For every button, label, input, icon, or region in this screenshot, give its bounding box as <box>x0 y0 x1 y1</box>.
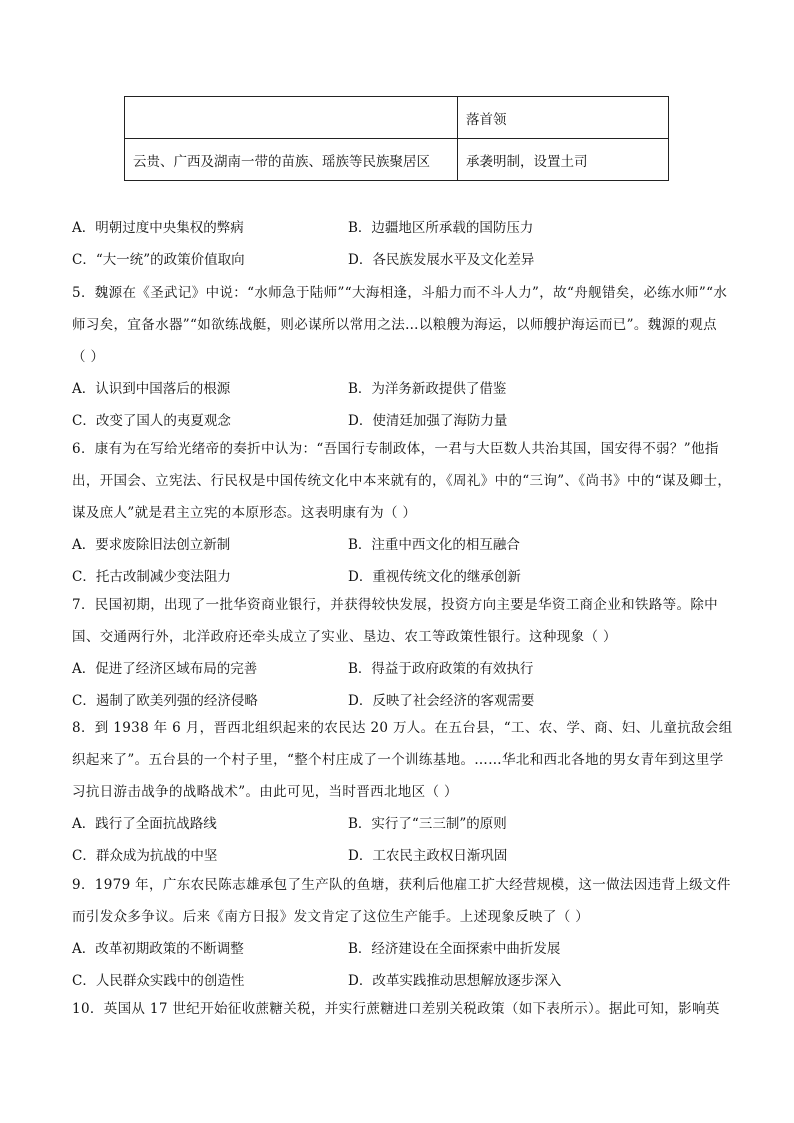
stem-line: 师习矣，宜备水器”“如欲练战艇，则必谋所以常用之法…以粮艘为海运，以师艘护海运而已”。魏源的观点 <box>72 317 718 333</box>
option-row <box>72 840 724 872</box>
option-b[interactable]: B．实行了“三三制”的原则 <box>348 816 507 832</box>
stem-line: 织起来了”。五台县的一个村子里，“整个村庄成了一个训练基地。……华北和西北各地的男女青年到这里学 <box>72 752 724 768</box>
option-row <box>72 373 724 405</box>
stem-line: 9．1979 年，广东农民陈志雄承包了生产队的鱼塘，获利后他雇工扩大经营规模，这一做法因违背上级文件 <box>72 877 731 893</box>
stem-line: 谋及庶人”就是君主立宪的本原形态。这表明康有为（ ） <box>72 505 417 521</box>
stem-line: 8．到 1938 年 6 月，晋西北组织起来的农民达 20 万人。在五台县，“工、农、学、商、妇、儿童抗敌会组 <box>72 720 733 736</box>
option-row <box>72 212 724 244</box>
option-a[interactable]: A．践行了全面抗战路线 <box>72 816 217 832</box>
option-c[interactable]: C．群众成为抗战的中坚 <box>72 848 218 864</box>
table-cell: 落首领 <box>458 97 669 139</box>
question-7 <box>72 589 724 717</box>
question-8 <box>72 712 733 872</box>
option-c[interactable]: C．托古改制减少变法阻力 <box>72 569 231 585</box>
policy-table <box>124 96 669 181</box>
option-b[interactable]: B．为洋务新政提供了借鉴 <box>348 381 507 397</box>
option-a[interactable]: A．要求废除旧法创立新制 <box>72 537 231 553</box>
question-6 <box>72 433 732 593</box>
question-stem <box>72 869 731 933</box>
option-row <box>72 808 724 840</box>
stem-line: 习抗日游击战争的战略战术”。由此可见，当时晋西北地区（ ） <box>72 784 458 800</box>
table-cell: 承袭明制，设置土司 <box>458 139 669 181</box>
option-c[interactable]: C．“大一统”的政策价值取向 <box>72 252 245 268</box>
option-b[interactable]: B．得益于政府政策的有效执行 <box>348 661 534 677</box>
option-d[interactable]: D．工农民主政权日渐巩固 <box>348 848 508 864</box>
table-row <box>125 97 669 139</box>
table-cell: 云贵、广西及湖南一带的苗族、瑶族等民族聚居区 <box>125 139 458 181</box>
option-a[interactable]: A．认识到中国落后的根源 <box>72 381 231 397</box>
question-10 <box>72 993 724 1025</box>
question-9 <box>72 869 731 997</box>
option-c[interactable]: C．人民群众实践中的创造性 <box>72 973 245 989</box>
option-d[interactable]: D．重视传统文化的继承创新 <box>348 569 521 585</box>
option-row <box>72 933 724 965</box>
stem-line: 国、交通两行外，北洋政府还牵头成立了实业、垦边、农工等政策性银行。这种现象（ ） <box>72 629 617 645</box>
option-row <box>72 244 724 276</box>
option-d[interactable]: D．各民族发展水平及文化差异 <box>348 252 535 268</box>
option-b[interactable]: B．注重中西文化的相互融合 <box>348 537 520 553</box>
stem-line: 6．康有为在写给光绪帝的奏折中认为：“吾国行专制政体，一君与大臣数人共治其国，国安得不弱？”他指 <box>72 441 719 457</box>
question-stem <box>72 993 724 1025</box>
option-a[interactable]: A．明朝过度中央集权的弊病 <box>72 220 244 236</box>
stem-line: 出，开国会、立宪法、行民权是中国传统文化中本来就有的，《周礼》中的“三询”、《尚书》中的“谋及卿士， <box>72 473 732 489</box>
question-4-options <box>72 212 724 276</box>
option-a[interactable]: A．促进了经济区域布局的完善 <box>72 661 258 677</box>
stem-line: 5．魏源在《圣武记》中说：“水师急于陆师”“大海相逢，斗船力而不斗人力”，故“舟舰错矣，必练水师”“水 <box>72 285 728 301</box>
table-row <box>125 139 669 181</box>
option-b[interactable]: B．边疆地区所承载的国防压力 <box>348 220 534 236</box>
option-c[interactable]: C．改变了国人的夷夏观念 <box>72 413 231 429</box>
question-stem <box>72 433 732 529</box>
option-a[interactable]: A．改革初期政策的不断调整 <box>72 941 244 957</box>
stem-line: 7．民国初期，出现了一批华资商业银行，并获得较快发展，投资方向主要是华资工商企业和铁路等。除中 <box>72 597 719 613</box>
table-cell <box>125 97 458 139</box>
option-d[interactable]: D．使清廷加强了海防力量 <box>348 413 508 429</box>
stem-line: 而引发众多争议。后来《南方日报》发文肯定了这位生产能手。上述现象反映了（ ） <box>72 909 590 925</box>
option-d[interactable]: D．反映了社会经济的客观需要 <box>348 693 535 709</box>
question-stem <box>72 589 724 653</box>
question-5 <box>72 277 728 437</box>
stem-line: 10．英国从 17 世纪开始征收蔗糖关税，并实行蔗糖进口差别关税政策（如下表所示）。据此可知，影响英 <box>72 1001 720 1017</box>
option-row <box>72 653 724 685</box>
option-b[interactable]: B．经济建设在全面探索中曲折发展 <box>348 941 561 957</box>
question-stem <box>72 712 733 808</box>
question-stem <box>72 277 728 373</box>
option-row <box>72 529 724 561</box>
option-d[interactable]: D．改革实践推动思想解放逐步深入 <box>348 973 562 989</box>
option-c[interactable]: C．遏制了欧美列强的经济侵略 <box>72 693 258 709</box>
stem-line: （ ） <box>72 349 105 365</box>
